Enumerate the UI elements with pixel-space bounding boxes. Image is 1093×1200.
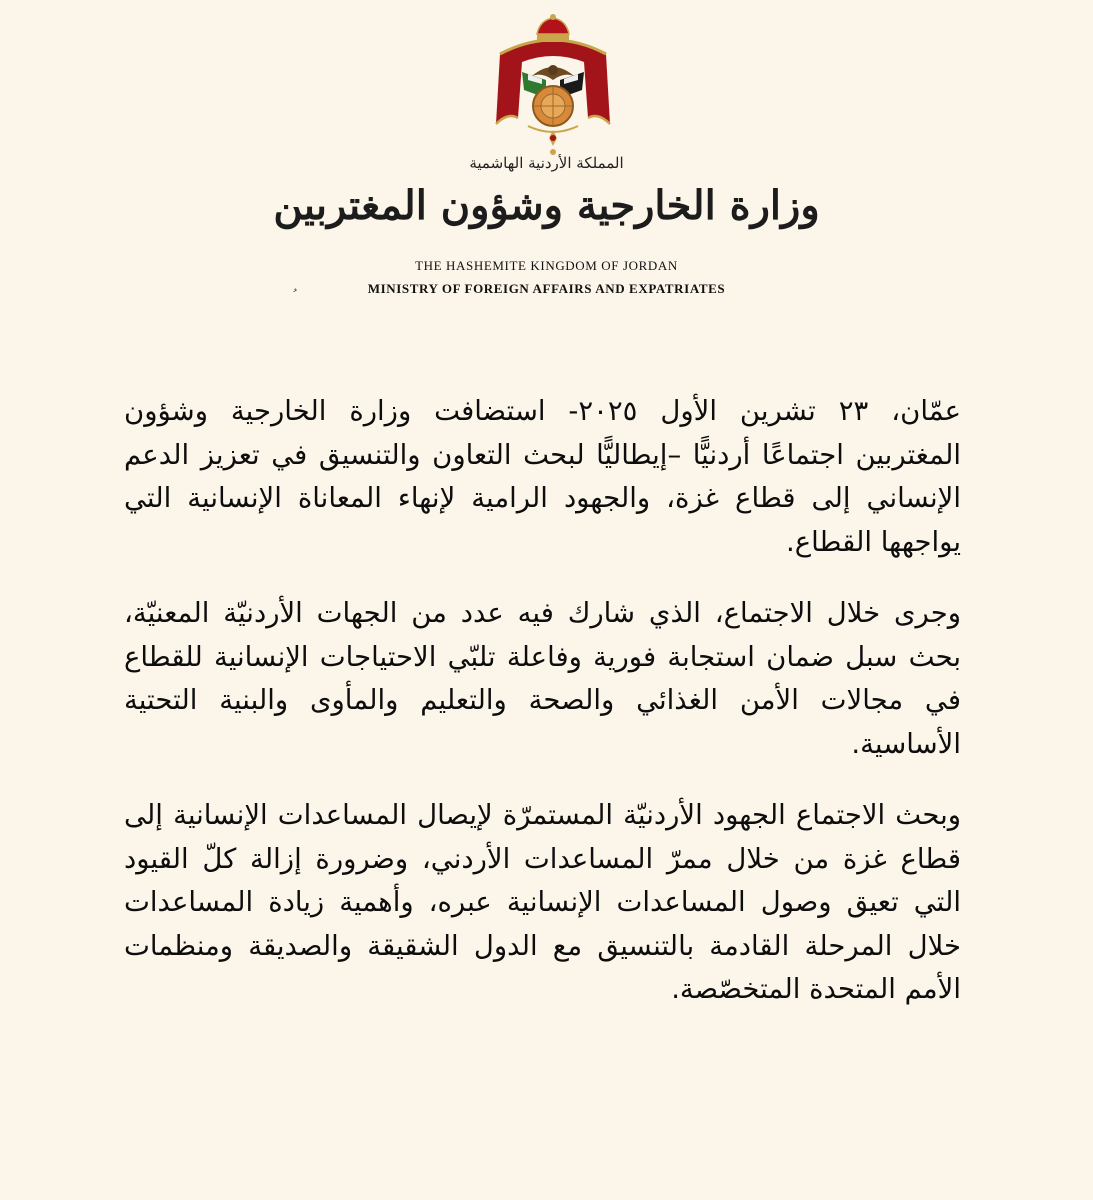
- ministry-name-english: MINISTRY OF FOREIGN AFFAIRS AND EXPATRIATES: [367, 281, 726, 296]
- royal-coat-of-arms-emblem: [488, 14, 618, 156]
- paragraph-3: وبحث الاجتماع الجهود الأردنيّة المستمرّة لإيصال المساعدات الإنسانية إلى قطاع غزة من خلال ممرّ المساعدات الأردني، وضرورة إزالة كلّ القيود التي تعيق وصول المساعدات الإنسانية عبره، وأهمية زيادة المساعدات خلال المرحلة القادمة بالتنسيق مع الدول الشقيقة والصديقة ومنظمات الأمم المتحدة المتخصّصة.: [124, 799, 961, 1005]
- press-release-body: [124, 390, 961, 1040]
- kingdom-name-arabic: المملكة الأردنية الهاشمية: [469, 154, 624, 172]
- paragraph-2: وجرى خلال الاجتماع، الذي شارك فيه عدد من الجهات الأردنيّة المعنيّة، بحث سبل ضمان استجابة فورية وفاعلة تلبّي الاحتياجات الإنسانية للقطاع في مجالات الأمن الغذائي والصحة والتعليم والمأوى والبنية التحتية الأساسية.: [124, 597, 961, 760]
- ministry-name-arabic: وزارة الخارجية وشؤون المغتربين: [273, 182, 820, 229]
- kingdom-name-english: THE HASHEMITE KINGDOM OF JORDAN: [415, 258, 678, 273]
- paragraph-1: عمّان، ٢٣ تشرين الأول ٢٠٢٥- استضافت وزارة الخارجية وشؤون المغتربين اجتماعًا أردنيًّا –إيطاليًّا لبحث التعاون والتنسيق في تعزيز الدعم الإنساني إلى قطاع غزة، والجهود الرامية لإنهاء المعاناة الإنسانية التي يواجهها القطاع.: [124, 395, 962, 558]
